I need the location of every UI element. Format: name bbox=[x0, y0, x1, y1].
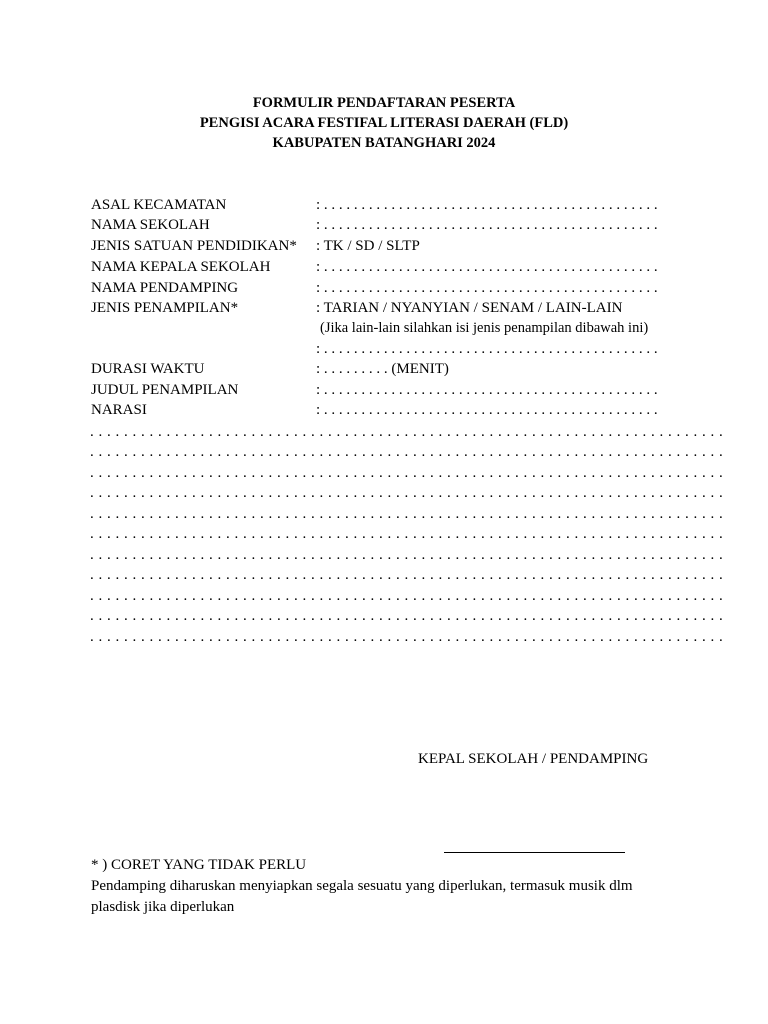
form-title-line-1: FORMULIR PENDAFTARAN PESERTA bbox=[252, 95, 516, 111]
narasi-line[interactable]: . . . . . . . . . . . . . . . . . . . . . . . . . . . . . . . . . . . . . . . . . . . . . . . . . . . . . . . . . . . . . . . . . . . . . . . . . . . bbox=[90, 444, 724, 460]
field-label-narasi: NARASI bbox=[91, 402, 147, 418]
form-title-line-2: PENGISI ACARA FESTIFAL LITERASI DAERAH (FLD) bbox=[199, 115, 569, 131]
field-label-nama-sekolah: NAMA SEKOLAH bbox=[91, 217, 210, 233]
instruction-line-1: Pendamping diharuskan menyiapkan segala sesuatu yang diperlukan, termasuk musik dlm bbox=[91, 878, 633, 894]
signature-line[interactable] bbox=[444, 852, 625, 853]
field-value-penampilan-lain[interactable]: : . . . . . . . . . . . . . . . . . . . . . . . . . . . . . . . . . . . . . . . . . . . . . bbox=[316, 341, 658, 357]
field-value-nama-kepala-sekolah[interactable]: : . . . . . . . . . . . . . . . . . . . . . . . . . . . . . . . . . . . . . . . . . . . . . bbox=[316, 259, 658, 275]
field-label-jenis-satuan-pendidikan: JENIS SATUAN PENDIDIKAN* bbox=[91, 238, 297, 254]
field-label-asal-kecamatan: ASAL KECAMATAN bbox=[91, 197, 227, 213]
narasi-line[interactable]: . . . . . . . . . . . . . . . . . . . . . . . . . . . . . . . . . . . . . . . . . . . . . . . . . . . . . . . . . . . . . . . . . . . . . . . . . . . bbox=[90, 424, 724, 440]
field-label-nama-kepala-sekolah: NAMA KEPALA SEKOLAH bbox=[91, 259, 271, 275]
field-value-nama-sekolah[interactable]: : . . . . . . . . . . . . . . . . . . . . . . . . . . . . . . . . . . . . . . . . . . . . . bbox=[316, 217, 658, 233]
narasi-line[interactable]: . . . . . . . . . . . . . . . . . . . . . . . . . . . . . . . . . . . . . . . . . . . . . . . . . . . . . . . . . . . . . . . . . . . . . . . . . . . bbox=[90, 588, 724, 604]
narasi-line[interactable]: . . . . . . . . . . . . . . . . . . . . . . . . . . . . . . . . . . . . . . . . . . . . . . . . . . . . . . . . . . . . . . . . . . . . . . . . . . . bbox=[90, 465, 724, 481]
narasi-line[interactable]: . . . . . . . . . . . . . . . . . . . . . . . . . . . . . . . . . . . . . . . . . . . . . . . . . . . . . . . . . . . . . . . . . . . . . . . . . . . bbox=[90, 567, 724, 583]
narasi-line[interactable]: . . . . . . . . . . . . . . . . . . . . . . . . . . . . . . . . . . . . . . . . . . . . . . . . . . . . . . . . . . . . . . . . . . . . . . . . . . . bbox=[90, 485, 724, 501]
field-label-durasi-waktu: DURASI WAKTU bbox=[91, 361, 205, 377]
signature-label: KEPAL SEKOLAH / PENDAMPING bbox=[418, 751, 649, 767]
penampilan-note: (Jika lain-lain silahkan isi jenis penampilan dibawah ini) bbox=[320, 320, 649, 336]
field-value-jenis-satuan-pendidikan[interactable]: : TK / SD / SLTP bbox=[316, 238, 420, 254]
field-value-judul-penampilan[interactable]: : . . . . . . . . . . . . . . . . . . . . . . . . . . . . . . . . . . . . . . . . . . . . . bbox=[316, 382, 658, 398]
form-title-line-3: KABUPATEN BATANGHARI 2024 bbox=[272, 135, 496, 151]
field-value-narasi[interactable]: : . . . . . . . . . . . . . . . . . . . . . . . . . . . . . . . . . . . . . . . . . . . . . bbox=[316, 402, 658, 418]
field-value-asal-kecamatan[interactable]: : . . . . . . . . . . . . . . . . . . . . . . . . . . . . . . . . . . . . . . . . . . . . . bbox=[316, 197, 658, 213]
field-value-jenis-penampilan[interactable]: : TARIAN / NYANYIAN / SENAM / LAIN-LAIN bbox=[316, 300, 623, 316]
narasi-line[interactable]: . . . . . . . . . . . . . . . . . . . . . . . . . . . . . . . . . . . . . . . . . . . . . . . . . . . . . . . . . . . . . . . . . . . . . . . . . . . bbox=[90, 547, 724, 563]
field-value-durasi-waktu[interactable]: : . . . . . . . . . (MENIT) bbox=[316, 361, 449, 377]
field-label-nama-pendamping: NAMA PENDAMPING bbox=[91, 280, 239, 296]
narasi-line[interactable]: . . . . . . . . . . . . . . . . . . . . . . . . . . . . . . . . . . . . . . . . . . . . . . . . . . . . . . . . . . . . . . . . . . . . . . . . . . . bbox=[90, 506, 724, 522]
footnote: * ) CORET YANG TIDAK PERLU bbox=[91, 857, 307, 873]
field-value-nama-pendamping[interactable]: : . . . . . . . . . . . . . . . . . . . . . . . . . . . . . . . . . . . . . . . . . . . . . bbox=[316, 280, 658, 296]
field-label-jenis-penampilan: JENIS PENAMPILAN* bbox=[91, 300, 239, 316]
field-label-judul-penampilan: JUDUL PENAMPILAN bbox=[91, 382, 239, 398]
narasi-line[interactable]: . . . . . . . . . . . . . . . . . . . . . . . . . . . . . . . . . . . . . . . . . . . . . . . . . . . . . . . . . . . . . . . . . . . . . . . . . . . bbox=[90, 526, 724, 542]
instruction-line-2: plasdisk jika diperlukan bbox=[91, 899, 235, 915]
narasi-line[interactable]: . . . . . . . . . . . . . . . . . . . . . . . . . . . . . . . . . . . . . . . . . . . . . . . . . . . . . . . . . . . . . . . . . . . . . . . . . . . bbox=[90, 608, 724, 624]
narasi-line[interactable]: . . . . . . . . . . . . . . . . . . . . . . . . . . . . . . . . . . . . . . . . . . . . . . . . . . . . . . . . . . . . . . . . . . . . . . . . . . . bbox=[90, 629, 724, 645]
